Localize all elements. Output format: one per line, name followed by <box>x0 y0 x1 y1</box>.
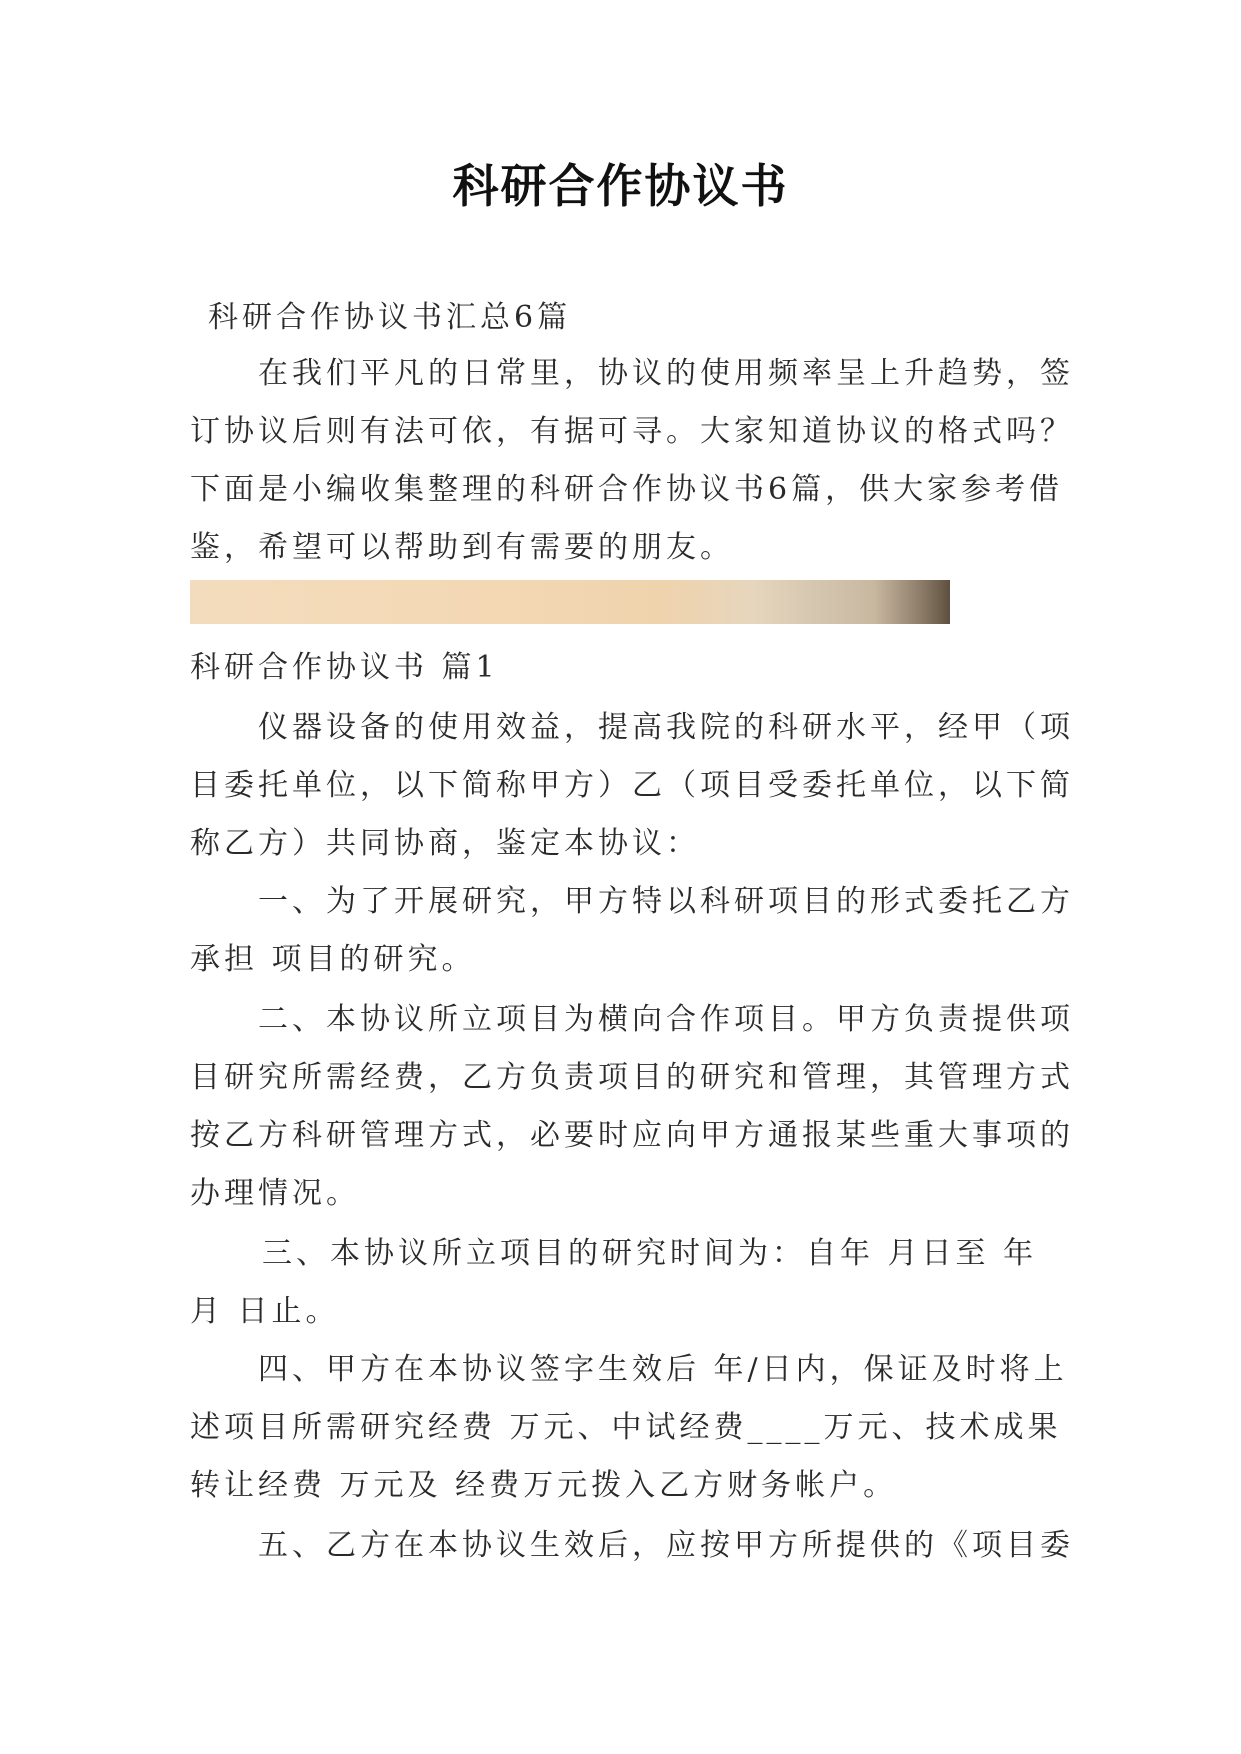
body-line: 一、为了开展研究，甲方特以科研项目的形式委托乙方 <box>258 884 1074 919</box>
section-heading: 科研合作协议书 篇1 <box>190 650 499 685</box>
body-line: 办理情况。 <box>190 1176 360 1211</box>
document-title: 科研合作协议书 <box>452 159 789 213</box>
document-subtitle: 科研合作协议书汇总6篇 <box>208 300 572 335</box>
body-line: 三、本协议所立项目的研究时间为：自年 月日至 年 <box>262 1236 1038 1271</box>
body-line: 五、乙方在本协议生效后，应按甲方所提供的《项目委 <box>258 1528 1074 1563</box>
body-line: 按乙方科研管理方式，必要时应向甲方通报某些重大事项的 <box>190 1118 1074 1153</box>
intro-line-2: 订协议后则有法可依，有据可寻。大家知道协议的格式吗？ <box>190 414 1074 449</box>
body-line: 转让经费 万元及 经费万元拨入乙方财务帐户。 <box>190 1468 898 1503</box>
intro-line-1: 在我们平凡的日常里，协议的使用频率呈上升趋势，签 <box>258 356 1074 391</box>
body-line: 称乙方）共同协商，鉴定本协议： <box>190 826 700 861</box>
body-line: 仪器设备的使用效益，提高我院的科研水平，经甲（项 <box>258 710 1074 745</box>
body-line: 月 日止。 <box>190 1294 340 1329</box>
body-line: 目委托单位，以下简称甲方）乙（项目受委托单位，以下简 <box>190 768 1074 803</box>
body-line: 述项目所需研究经费 万元、中试经费____万元、技术成果 <box>190 1410 1062 1445</box>
intro-line-3: 下面是小编收集整理的科研合作协议书6篇，供大家参考借 <box>190 472 1064 507</box>
body-line: 四、甲方在本协议签字生效后 年/日内，保证及时将上 <box>258 1352 1068 1387</box>
body-line: 承担 项目的研究。 <box>190 942 476 977</box>
body-line: 二、本协议所立项目为横向合作项目。甲方负责提供项 <box>258 1002 1074 1037</box>
decorative-banner-image <box>190 580 950 624</box>
intro-line-4: 鉴，希望可以帮助到有需要的朋友。 <box>190 530 734 565</box>
body-line: 目研究所需经费，乙方负责项目的研究和管理，其管理方式 <box>190 1060 1074 1095</box>
